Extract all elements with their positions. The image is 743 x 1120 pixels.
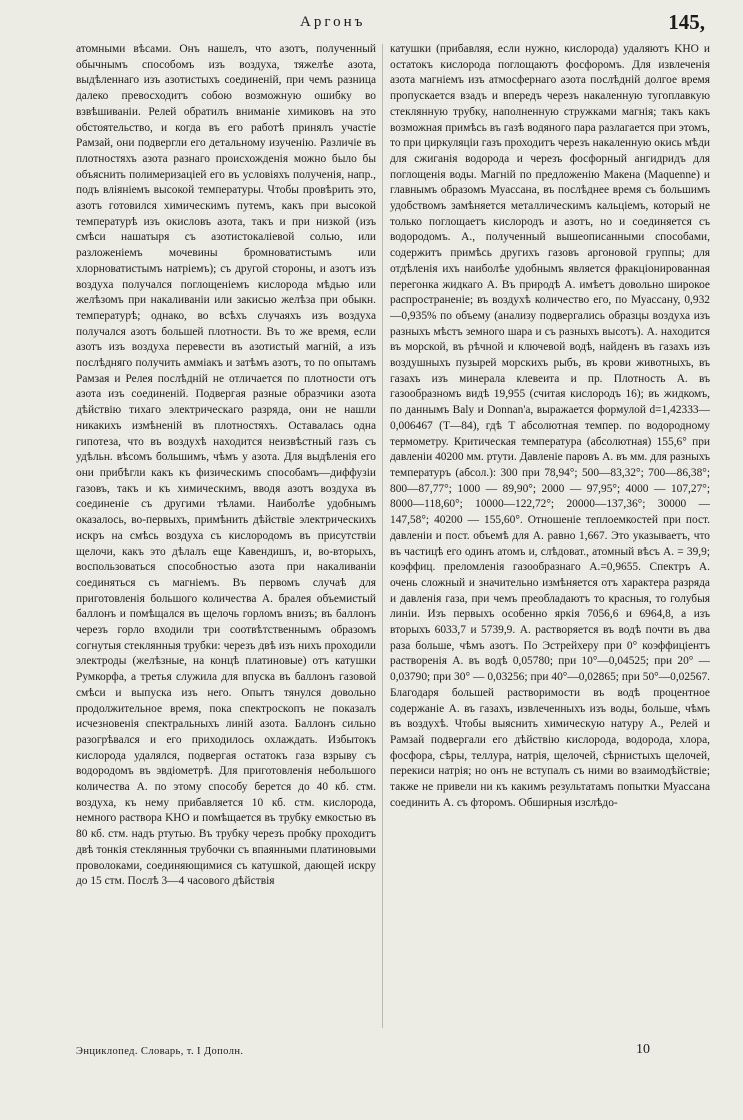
text-column-right [390, 42, 710, 1032]
footer-source: Энциклопед. Словарь, т. I Дополн. [76, 1046, 244, 1057]
signature-mark: 10 [636, 1042, 650, 1057]
text-column-left [76, 42, 376, 1032]
page-footer [76, 1042, 716, 1064]
column-divider [382, 44, 383, 1028]
column-text: катушки (прибавляя, если нужно, кислорода) удаляютъ KHO и остатокъ кислорода поглощаютъ фосфоромъ. Для извлеченія азота магніемъ изъ атмосфернаго азота послѣдній долгое время пропускается взадъ и впередъ черезъ накаленную тугоплавкую стеклянную трубку, наполненную стружками магнія; такъ какъ возможная примѣсь въ газѣ водяного пара разлагается при этомъ, то при циркуляціи газъ проходитъ черезъ накаленную окись мѣди для сжиганія водорода и черезъ фосфорный ангидридъ для поглощенія воды. Магній по предложенію Макена (Maquenne) и главнымъ образомъ Муассана, въ послѣднее время съ большимъ удобствомъ замѣняется металлическимъ кальціемъ, который не только поглощаетъ кислородъ и азотъ, но и соединяется съ водородомъ. А., полученный вышеописанными способами, содержитъ примѣсь другихъ газовъ аргоновой группы; для отдѣленія ихъ наиболѣе удобнымъ является фракціонированная перегонка жидкаго А. Въ природѣ А. имѣетъ довольно широкое распространеніе; въ воздухѣ количество его, по Муассану, 0,932—0,935% по объему (анализу подвергались образцы воздуха изъ разныхъ мѣстъ земного шара и съ разныхъ высотъ). А. находится въ морской, въ рѣчной и ключевой водѣ, найденъ въ газахъ изъ воздушныхъ пузырей морскихъ рыбъ, въ крови животныхъ, въ газахъ изъ минерала клевеита и пр. Плотность А. въ газообразномъ видѣ 19,955 (считая кислородъ 16); въ жидкомъ, по даннымъ Baly и Donnan'a, выражается формулой d=1,42333—0,006467 (T—84), гдѣ T абсолютная темпер. по водородному термометру. Критическая температура (абсолютная) 155,6° при давленіи 40200 мм. ртути. Давленіе паровъ А. въ мм. для разныхъ температуръ (абсол.): 300 при 78,94°; 500—83,32°; 700—86,38°; 800—87,77°; 1000 — 89,90°; 2000 — 97,95°; 4000 — 107,27°; 8000—118,60°; 10000—122,72°; 20000—137,36°; 30000 — 147,58°; 40200 — 155,60°. Отношеніе теплоемкостей при пост. давленіи и пост. объемѣ для А. равно 1,667. Это указываетъ, что въ частицѣ его одинъ атомъ и, слѣдоват., атомный вѣсъ А. = 39,9; коэффиц. преломленія газообразнаго А.=0,9655. Спектръ А. очень сложный и значительно измѣняется отъ характера разряда и давленія газа, при чемъ преобладаютъ то красныя, то голубыя линіи. Изъ первыхъ особенно яркія 7056,6 и 6964,8, а изъ вторыхъ 6033,7 и 5739,9. А. растворяется въ водѣ почти въ два раза больше, чѣмъ азотъ. По Эстрейхеру при 0° коэффиціентъ растворенія А. въ водѣ 0,05780; при 10°—0,04525; при 20° — 0,03790; при 30° — 0,03256; при 40°—0,02865; при 50°—0,02567. Благодаря большей растворимости въ водѣ процентное содержаніе А. въ газахъ, извлеченныхъ изъ воды, больше, чѣмъ въ воздухѣ. Чтобы выяснить химическую натуру А., Релей и Рамзай подвергали его дѣйствію кислорода, водорода, хлора, фосфора, сѣры, теллура, натрія, щелочей, сѣрнистыхъ щелочей, перекиси натрія; но онъ не вступалъ съ ними во взаимодѣйствіе; также не привели ни къ какимъ результатамъ попытки Муассана соединить А. съ фторомъ. Обширныя изслѣдо- [390, 43, 710, 809]
column-text: атомными вѣсами. Онъ нашелъ, что азотъ, полученный обычнымъ способомъ изъ воздуха, тяжелѣе азота, выдѣленнаго изъ азотистыхъ соединеній, при чемъ разница далеко превосходитъ собою возможную ошибку во взвѣшиваніи. Релей обратилъ вниманіе химиковъ на это обстоятельство, и когда въ его работѣ принялъ участіе Рамзай, они подвергли его детальному изученію. Различіе въ плотностяхъ азота разнаго происхожденія можно было бы объяснить полимеризаціей его въ условіяхъ полученія, напр., подъ вліяніемъ высокой температуры. Чтобы провѣрить это, азотъ готовился химическимъ путемъ, какъ при высокой температурѣ изъ окисловъ азота, такъ и при низкой (изъ смѣси нашатыря съ азотистокаліевой солью, или разложеніемъ мочевины бромноватистымъ или хлорноватистымъ натріемъ); съ другой стороны, и азотъ изъ воздуха получался поглощеніемъ кислорода мѣдью или желѣзомъ при накаливаніи или закисью желѣза при обыкн. температурѣ; однако, во всѣхъ случаяхъ изъ воздуха получался азотъ большей плотности. Въ то же время, если азотъ изъ воздуха перевести въ азотистый магній, а изъ послѣдняго получить аммiакъ и затѣмъ азотъ, то по опытамъ Рамзая и Релея послѣдній не отличается по плотности отъ азота изъ соединеній. Подвергая разные образчики азота дѣйствію тихаго электрическаго разряда, они не нашли никакихъ измѣненій въ плотностяхъ. Оставалась одна гипотеза, что въ воздухѣ находится неизвѣстный газъ съ удѣльн. вѣсомъ большимъ, чѣмъ у азота. Для выдѣленія его они прибѣгли какъ къ физическимъ способамъ—диффузіи газовъ, такъ и къ химическимъ, вводя азотъ воздуха въ соединеніе съ другими тѣлами. Наиболѣе удобнымъ оказалось, во-первыхъ, примѣнить дѣйствіе электрическихъ искръ на смѣсь воздуха съ кислородомъ въ присутствіи щелочи, какъ это дѣлалъ еще Кавендишъ, и, во-вторыхъ, воспользоваться способностью азота при накаливаніи соединяться съ магніемъ. Въ первомъ случаѣ для приготовленія большого количества А. бралея объемистый баллонъ и помѣщался въ щелочь горломъ внизъ; въ баллонъ черезъ горло входили три соотвѣтственнымъ образомъ согнутыя стеклянныя трубки: черезъ двѣ изъ нихъ проходили электроды (желѣзные, на концѣ платиновые) отъ катушки Румкорфа, а третья служила для впуска въ баллонъ газовой смѣси и выпуска изъ него. Опытъ тянулся довольно продолжительное время, пока спектроскопъ не показалъ исчезновенія спектральныхъ линій азота. Баллонъ сильно разогрѣвался и его приходилось охлаждать. Избытокъ кислорода удалялся, подвергая остатокъ газа взрыву съ водородомъ въ эвдіометрѣ. Для приготовленія небольшого количества А. по этому способу берется до 40 кб. стм. воздуха, къ нему прибавляется 10 кб. стм. кислорода, немного раствора KHO и помѣщается въ трубку емкостью въ 80 кб. стм. надъ ртутью. Въ трубку черезъ пробку проходитъ двѣ тонкія стеклянныя трубочки съ впаянными платиновыми проволоками, соединяющимися съ катушкой, дающей искру до 15 стм. Послѣ 3—4 часового дѣйствія [76, 43, 376, 888]
running-title: Аргонъ [300, 14, 366, 30]
page-number: 145, [668, 10, 705, 34]
page-header [0, 10, 743, 36]
